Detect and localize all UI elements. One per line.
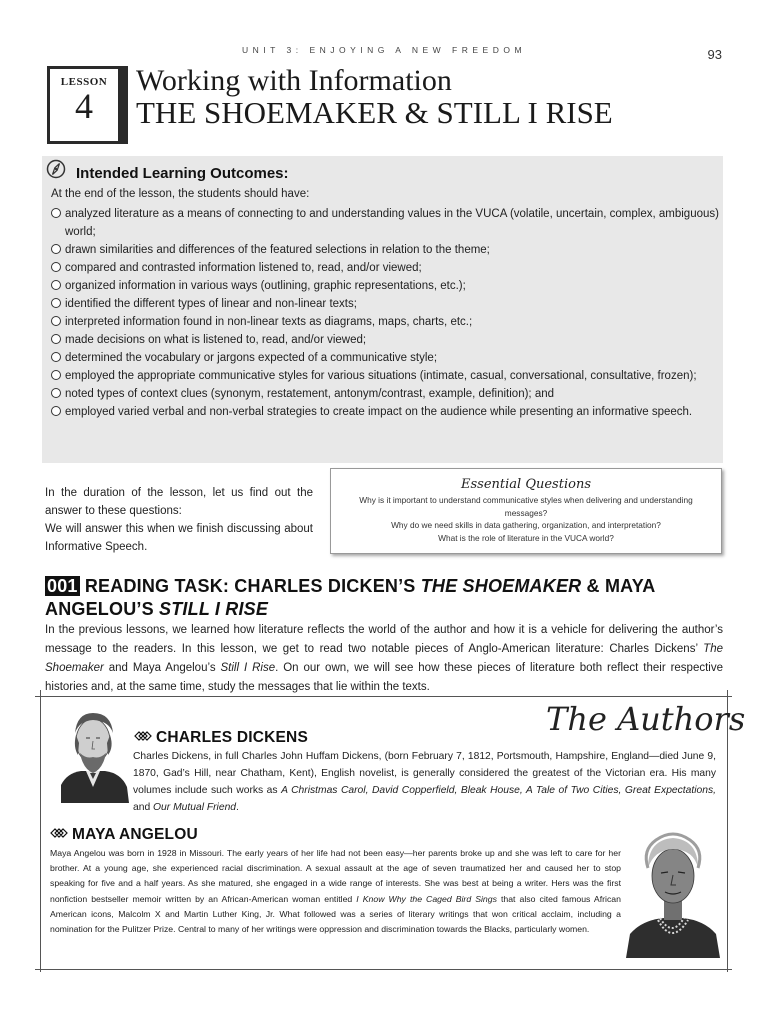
outcome-item xyxy=(51,241,719,259)
circle-bullet-icon xyxy=(51,298,61,308)
circle-bullet-icon xyxy=(51,316,61,326)
outcomes-intro: At the end of the lesson, the students should have: xyxy=(51,188,310,200)
outcome-text: employed the appropriate communicative styles for various situations (intimate, casual, conversational, consultative, frozen); xyxy=(65,370,697,382)
essential-questions-title: Essential Questions xyxy=(461,477,591,492)
body-title: The Shoemaker xyxy=(45,643,723,674)
outcome-text: organized information in various ways (outlining, graphic representations, etc.); xyxy=(65,280,466,292)
essential-question: Why do we need skills in data gathering, organization, and interpretation? xyxy=(391,520,661,530)
outcome-text: employed varied verbal and non-verbal strategies to create impact on the audience while presenting an informative speech. xyxy=(65,406,693,418)
task-heading-text: READING TASK: CHARLES DICKEN’S xyxy=(79,576,421,596)
outcome-text: noted types of context clues (synonym, restatement, antonym/contrast, example, definition); and xyxy=(65,388,555,400)
outcome-item xyxy=(51,403,719,421)
outcomes-title: Intended Learning Outcomes: xyxy=(76,165,289,182)
lesson-badge-accent xyxy=(121,66,128,144)
task-heading-title: THE SHOEMAKER xyxy=(420,576,582,596)
circle-bullet-icon xyxy=(51,244,61,254)
essential-question: What is the role of literature in the VUCA world? xyxy=(438,532,614,543)
ornament-icon xyxy=(50,826,70,840)
outcome-item xyxy=(51,385,719,403)
body-text: . On our own, we will see how these pieces of literature both reflect their respective histories and, at the same time, study the messages that lie within the texts. xyxy=(45,662,723,693)
angelou-portrait xyxy=(622,826,722,958)
circle-bullet-icon xyxy=(51,370,61,380)
reading-task-heading xyxy=(45,575,725,621)
lesson-subtitle: THE SHOEMAKER & STILL I RISE xyxy=(136,95,613,130)
outcome-text: analyzed literature as a means of connecting to and understanding values in the VUCA (volatile, uncertain, complex, ambiguous) world; xyxy=(65,208,719,238)
lesson-badge xyxy=(47,66,121,144)
outcomes-list xyxy=(51,205,719,421)
authors-title: The Authors xyxy=(546,700,746,738)
bio-text: Charles Dickens, in full Charles John Huffam Dickens, (born February 7, 1812, Portsmouth, Hampshire, England—died June 9, 1870, Gad’s Hill, near Chatham, Kent), English novelist, is generally considered the greatest of the Victorian era. His many volumes include such works as xyxy=(133,751,716,796)
lesson-title: Working with Information xyxy=(136,64,452,97)
circle-bullet-icon xyxy=(51,352,61,362)
author-name: MAYA ANGELOU xyxy=(72,826,198,843)
bio-text: that also cited famous African American icons, Malcolm X and Martin Luther King, Jr. What followed was a series of literary writings that won critical acclaim, including a nomination for the Pulitzer Prize. Central to many of her writings were oppression and discrimination towards the Blacks, particularly women. xyxy=(50,893,621,935)
task-heading-title: STILL I RISE xyxy=(159,599,269,619)
task-heading-text: & MAYA ANGELOU’S xyxy=(45,576,655,619)
bio-text: and xyxy=(133,802,154,813)
outcome-text: determined the vocabulary or jargons expected of a communicative style; xyxy=(65,352,438,364)
circle-bullet-icon xyxy=(51,334,61,344)
page-number: 93 xyxy=(707,47,722,62)
body-text: and Maya Angelou’s xyxy=(103,662,221,674)
lesson-number: 4 xyxy=(75,86,93,126)
circle-bullet-icon xyxy=(51,208,61,218)
angelou-bio xyxy=(50,846,621,937)
outcome-item xyxy=(51,205,719,241)
body-text: In the previous lessons, we learned how literature reflects the world of the author and how it is a vehicle for delivering the author’s message to the readers. In this lesson, we get to read two notable pieces of Anglo-American literature: Charles Dickens’ xyxy=(45,624,723,655)
circle-bullet-icon xyxy=(51,388,61,398)
outcome-item xyxy=(51,313,719,331)
essential-question: Why is it important to understand communicative styles when delivering and understanding messages? xyxy=(359,495,693,518)
outcome-text: drawn similarities and differences of the featured selections in relation to the theme; xyxy=(65,244,490,256)
essential-questions-box xyxy=(330,468,722,554)
dickens-portrait xyxy=(53,703,133,803)
circle-bullet-icon xyxy=(51,280,61,290)
outcome-item xyxy=(51,277,719,295)
bio-text: . xyxy=(236,802,239,813)
frame-divider xyxy=(40,690,41,972)
author-name: CHARLES DICKENS xyxy=(156,729,308,746)
task-number: 001 xyxy=(47,576,78,596)
dickens-heading xyxy=(134,729,308,747)
reading-task-body xyxy=(45,621,723,697)
duration-line: We will answer this when we finish discussing about Informative Speech. xyxy=(45,523,313,553)
outcome-text: compared and contrasted information listened to, read, and/or viewed; xyxy=(65,262,422,274)
bio-text: Maya Angelou was born in 1928 in Missouri. The early years of her life had not been easy—her parents broke up and she was left to care for her brother. At a young age, she experienced racial discrimination. A sexual assault at the age of seven traumatized her and caused her to stop speaking for five and a half years. As she matured, she engaged in a wide range of interests. She was best at being a writer. Hers was the first nonfiction bestseller memoir written by an African-American woman entitled xyxy=(50,848,621,904)
circle-bullet-icon xyxy=(51,262,61,272)
outcome-item xyxy=(51,331,719,349)
bio-works: Our Mutual Friend xyxy=(153,802,237,813)
angelou-heading xyxy=(50,826,198,844)
outcome-item xyxy=(51,367,719,385)
dickens-bio xyxy=(133,748,716,816)
lesson-label: LESSON xyxy=(60,76,108,88)
outcome-item xyxy=(51,349,719,367)
duration-line: In the duration of the lesson, let us find out the answer to these questions: xyxy=(45,487,313,517)
outcome-text: made decisions on what is listened to, read, and/or viewed; xyxy=(65,334,367,346)
compass-icon xyxy=(46,159,66,179)
outcome-item xyxy=(51,259,719,277)
body-title: Still I Rise xyxy=(220,662,276,674)
outcome-text: identified the different types of linear and non-linear texts; xyxy=(65,298,357,310)
circle-bullet-icon xyxy=(51,406,61,416)
duration-note xyxy=(45,484,313,556)
essential-questions-list xyxy=(331,494,721,544)
outcome-item xyxy=(51,295,719,313)
outcome-text: interpreted information found in non-linear texts as diagrams, maps, charts, etc.; xyxy=(65,316,473,328)
ornament-icon xyxy=(134,729,154,743)
unit-header: UNIT 3: ENJOYING A NEW FREEDOM xyxy=(241,45,527,55)
bio-book: I Know Why the Caged Bird Sings xyxy=(356,893,497,904)
bio-works: A Christmas Carol, David Copperfield, Bleak House, A Tale of Two Cities, Great Expectations, xyxy=(281,785,717,796)
